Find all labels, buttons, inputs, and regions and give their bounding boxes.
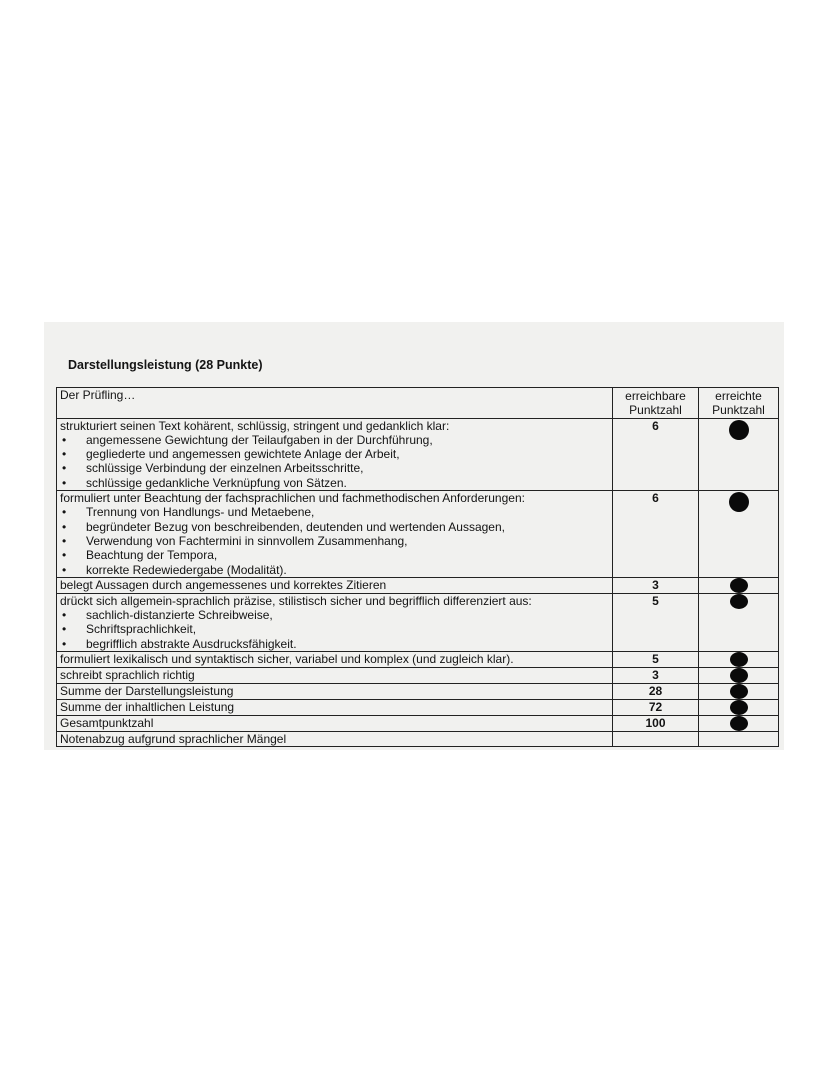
redaction-mark [730, 594, 748, 609]
bullet-item: • begrifflich abstrakte Ausdrucksfähigkeit. [60, 637, 609, 651]
criterion-text: Notenabzug aufgrund sprachlicher Mängel [57, 732, 613, 747]
redaction-mark [730, 684, 748, 699]
achievable-points: 5 [613, 593, 699, 651]
criterion-cell [57, 491, 613, 578]
criterion-bullets [60, 505, 609, 576]
criterion-cell [57, 593, 613, 651]
bullet-item: • Beachtung der Tempora, [60, 548, 609, 562]
criterion-bullets [60, 433, 609, 490]
bullet-item: • schlüssige Verbindung der einzelnen Arbeitsschritte, [60, 461, 609, 475]
score-table [56, 387, 779, 747]
bullet-item: • angemessene Gewichtung der Teilaufgaben in der Durchführung, [60, 433, 609, 447]
bullet-item: • korrekte Redewiedergabe (Modalität). [60, 563, 609, 577]
criterion-bullets [60, 608, 609, 651]
header-achievable: erreichbare Punktzahl [613, 388, 699, 419]
achieved-points-cell [699, 577, 779, 593]
criterion-text: belegt Aussagen durch angemessenes und korrektes Zitieren [57, 577, 613, 593]
bullet-item: • Verwendung von Fachtermini in sinnvollem Zusammenhang, [60, 534, 609, 548]
achievable-points: 6 [613, 418, 699, 490]
redaction-mark [729, 420, 749, 440]
redaction-mark [730, 578, 748, 593]
criterion-cell [57, 418, 613, 490]
redaction-mark [730, 652, 748, 667]
criterion-text: drückt sich allgemein-sprachlich präzise, stilistisch sicher und begrifflich differenziert aus: [60, 593, 532, 608]
bullet-item: • Schriftsprachlichkeit, [60, 622, 609, 636]
achievable-points: 28 [613, 684, 699, 700]
table-row [57, 684, 779, 700]
achievable-points: 3 [613, 577, 699, 593]
redaction-mark [730, 716, 748, 731]
achievable-points [613, 732, 699, 747]
achieved-points-cell [699, 732, 779, 747]
table-row [57, 418, 779, 490]
achievable-points: 3 [613, 668, 699, 684]
criterion-text: formuliert unter Beachtung der fachsprachlichen und fachmethodischen Anforderungen: [60, 491, 525, 506]
section-title: Darstellungsleistung (28 Punkte) [68, 358, 263, 372]
achieved-points-cell [699, 593, 779, 651]
bullet-item: • sachlich-distanzierte Schreibweise, [60, 608, 609, 622]
redaction-mark [729, 492, 749, 512]
header-achieved: erreichte Punktzahl [699, 388, 779, 419]
criterion-text: schreibt sprachlich richtig [57, 668, 613, 684]
criterion-text: Summe der Darstellungsleistung [57, 684, 613, 700]
achievable-points: 5 [613, 652, 699, 668]
table-row [57, 668, 779, 684]
achievable-points: 6 [613, 491, 699, 578]
bullet-item: • schlüssige gedankliche Verknüpfung von Sätzen. [60, 476, 609, 490]
table-row [57, 700, 779, 716]
criterion-text: formuliert lexikalisch und syntaktisch sicher, variabel und komplex (und zugleich klar). [57, 652, 613, 668]
table-row [57, 577, 779, 593]
criterion-text: Gesamtpunktzahl [57, 716, 613, 732]
achieved-points-cell [699, 716, 779, 732]
redaction-mark [730, 668, 748, 683]
table-header-row [57, 388, 779, 419]
achieved-points-cell [699, 652, 779, 668]
bullet-item: • gegliederte und angemessen gewichtete Anlage der Arbeit, [60, 447, 609, 461]
table-row [57, 732, 779, 747]
achieved-points-cell [699, 418, 779, 490]
redaction-mark [730, 700, 748, 715]
table-row [57, 491, 779, 578]
table-row [57, 652, 779, 668]
bullet-item: • begründeter Bezug von beschreibenden, deutenden und wertenden Aussagen, [60, 520, 609, 534]
table-row [57, 716, 779, 732]
criterion-text: Summe der inhaltlichen Leistung [57, 700, 613, 716]
achieved-points-cell [699, 491, 779, 578]
criterion-text: strukturiert seinen Text kohärent, schlüssig, stringent und gedanklich klar: [60, 418, 450, 433]
achieved-points-cell [699, 668, 779, 684]
bullet-item: • Trennung von Handlungs- und Metaebene, [60, 505, 609, 519]
achievable-points: 100 [613, 716, 699, 732]
achieved-points-cell [699, 700, 779, 716]
achievable-points: 72 [613, 700, 699, 716]
achieved-points-cell [699, 684, 779, 700]
header-subject: Der Prüfling… [57, 388, 613, 419]
table-row [57, 593, 779, 651]
